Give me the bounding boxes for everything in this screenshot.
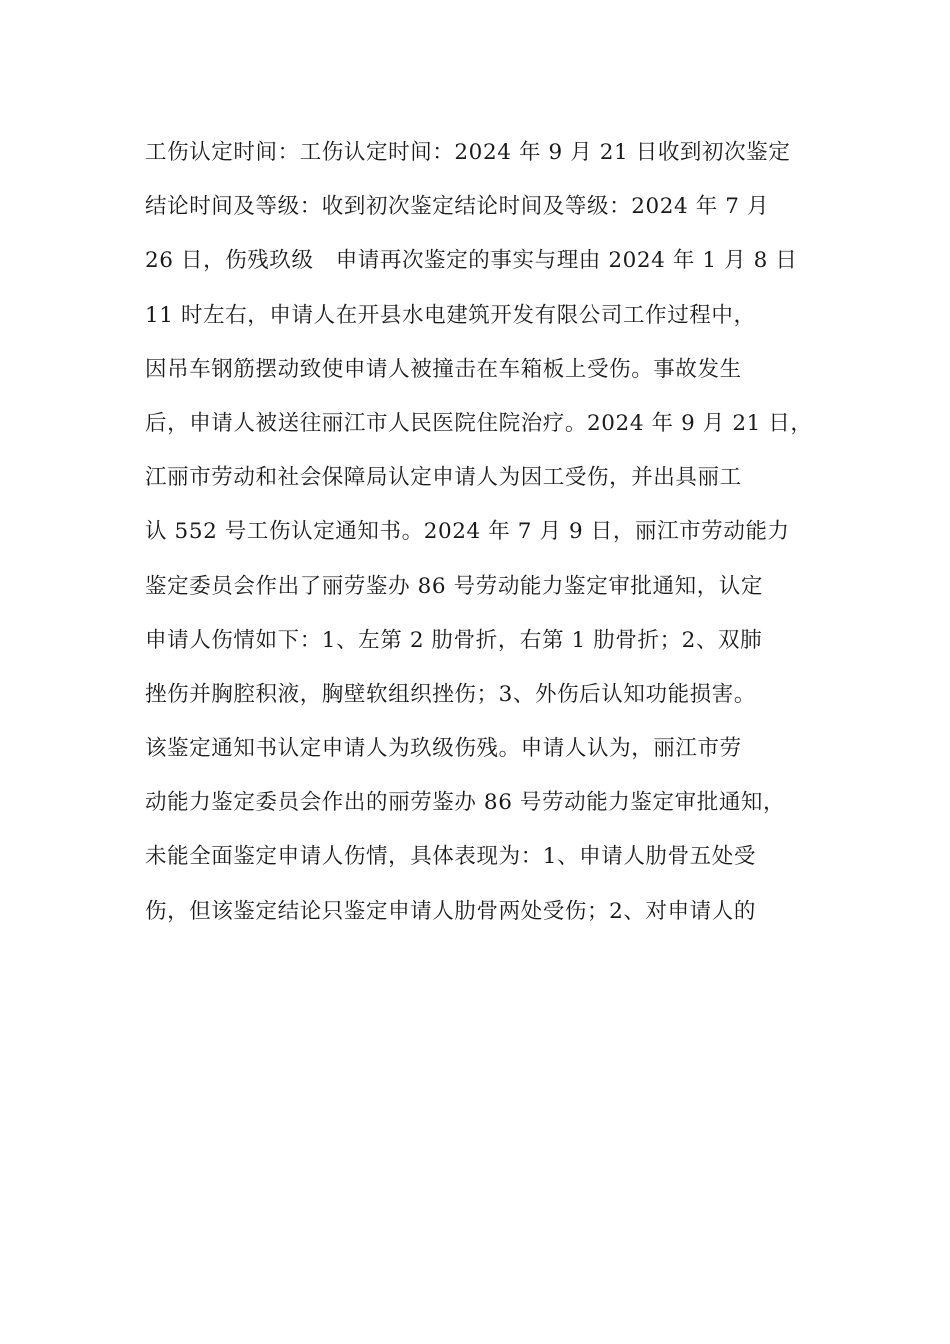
document-body xyxy=(145,126,815,939)
text-line-14: 未能全面鉴定申请人伤情，具体表现为：1、申请人肋骨五处受 xyxy=(145,844,756,870)
text-line-5: 因吊车钢筋摆动致使申请人被撞击在车箱板上受伤。事故发生 xyxy=(145,356,742,382)
text-line-6: 后，申请人被送往丽江市人民医院住院治疗。2024 年 9 月 21 日， xyxy=(145,410,813,436)
text-line-1: 工伤认定时间：工伤认定时间：2024 年 9 月 21 日收到初次鉴定 xyxy=(145,140,791,165)
text-line-9: 鉴定委员会作出了丽劳鉴办 86 号劳动能力鉴定审批通知，认定 xyxy=(145,573,764,599)
text-line-10: 申请人伤情如下：1、左第 2 肋骨折，右第 1 肋骨折；2、双肺 xyxy=(145,627,763,653)
text-line-12: 该鉴定通知书认定申请人为玖级伤残。申请人认为，丽江市劳 xyxy=(145,736,742,762)
text-line-13: 动能力鉴定委员会作出的丽劳鉴办 86 号劳动能力鉴定审批通知， xyxy=(145,790,786,816)
text-line-2: 结论时间及等级：收到初次鉴定结论时间及等级：2024 年 7 月 xyxy=(145,194,770,220)
text-line-15: 伤，但该鉴定结论只鉴定申请人肋骨两处受伤；2、对申请人的 xyxy=(145,898,756,924)
text-line-4: 11 时左右，申请人在开县水电建筑开发有限公司工作过程中， xyxy=(145,302,756,328)
text-line-3: 26 日，伤残玖级 申请再次鉴定的事实与理由 2024 年 1 月 8 日 xyxy=(145,248,798,274)
text-line-11: 挫伤并胸腔积液，胸壁软组织挫伤；3、外伤后认知功能损害。 xyxy=(145,681,756,707)
text-line-8: 认 552 号工伤认定通知书。2024 年 7 月 9 日，丽江市劳动能力 xyxy=(145,519,790,545)
text-line-7: 江丽市劳动和社会保障局认定申请人为因工受伤，并出具丽工 xyxy=(145,465,742,491)
